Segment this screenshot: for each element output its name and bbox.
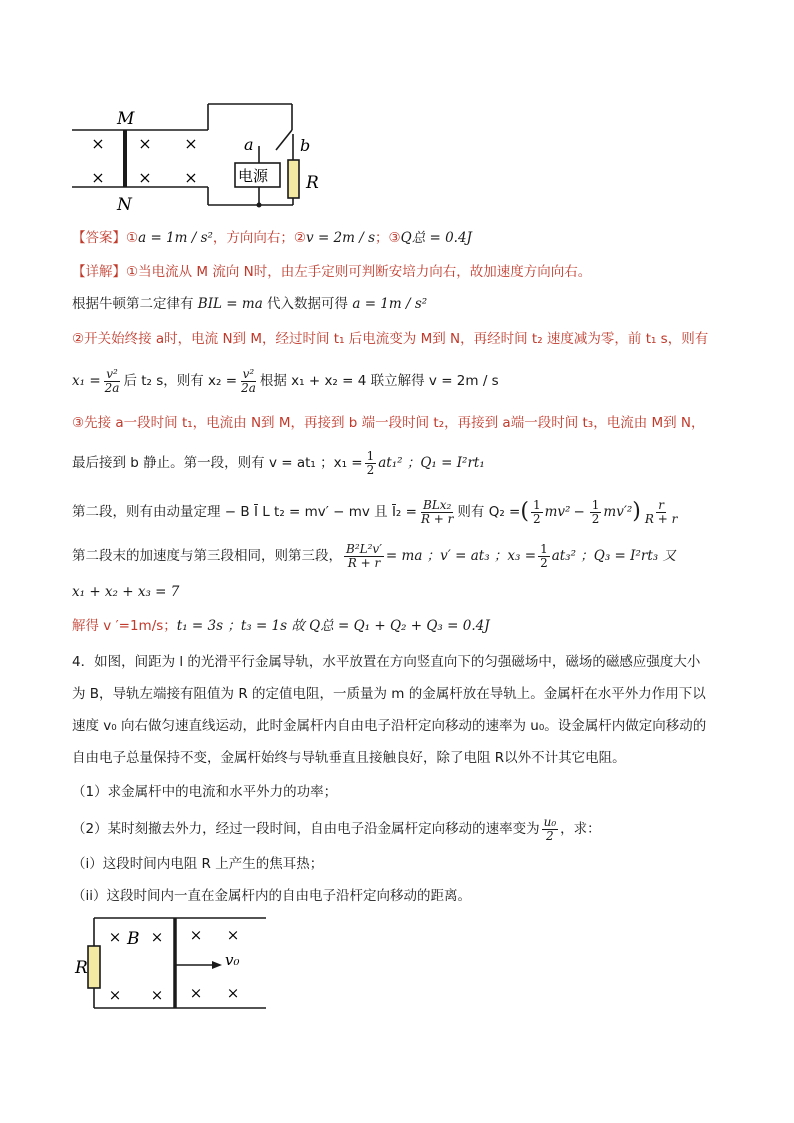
frac-num: 1	[532, 497, 541, 512]
power-source-label: 电源	[238, 167, 269, 185]
q4-sub-1-text: （1）求金属杆中的电流和水平外力的功率；	[72, 784, 338, 800]
detail-text-7a: 第二段，则有由动量定理 − B Ī L t₂ = mv′ − mv 且 Ī₂ =	[72, 504, 417, 520]
detail-text-3: ②开关始终接 a时，电流 N到 M，经过时间 t₁ 后电流变为 M到 N，再经时间 t₂ 速度减为零，前 t₁ s，则有	[72, 331, 709, 347]
q4-sub-ii	[72, 886, 471, 906]
detail-text-5: ③先接 a一段时间 t₁，电流由 N到 M，再接到 b 端一段时间 t₂，再接到 a端一段时间 t₃，电流由 M到 N，	[72, 415, 705, 431]
q4-sub-1	[72, 782, 337, 802]
mv-prime2: mv′²	[603, 504, 633, 520]
q4-sub-i-text: （i）这段时间内电阻 R 上产生的焦耳热；	[72, 856, 324, 872]
rail-figure-2	[72, 912, 272, 1016]
detail-text-1: ①当电流从 M 流向 N时，由左手定则可判断安培力向右，故加速度方向向右。	[126, 264, 592, 280]
field-cross: ×	[184, 134, 198, 153]
fraction-v2-2a	[239, 368, 258, 395]
answer-v: v = 2m / s	[306, 230, 376, 246]
solution-rest: t₁ = 3s ；t₃ = 1s 故 Q总 = Q₁ + Q₂ + Q₃ = 0.4J	[176, 618, 490, 634]
fraction-r	[643, 499, 679, 526]
frac-num: BLx₂	[423, 497, 452, 512]
detail-line-1	[72, 262, 591, 282]
detail-line-5	[72, 413, 705, 433]
fraction-half	[538, 543, 550, 570]
q4-text-2: 为 B，导轨左端接有阻值为 R 的定值电阻，一质量为 m 的金属杆放在导轨上。金属杆在水平外力作用下以	[72, 686, 706, 702]
circuit-figure-1	[60, 100, 360, 220]
frac-num: u₀	[543, 814, 557, 829]
detail-text-8a: 第二段末的加速度与第三段相同，则第三段，	[72, 548, 342, 564]
frac-num: 1	[366, 448, 375, 463]
frac-den: R + r	[347, 555, 381, 570]
fraction-half	[590, 499, 602, 526]
field-cross: ×	[150, 986, 164, 1004]
fraction-u0-2	[542, 816, 559, 843]
x1-eq: x₁ =	[72, 373, 101, 389]
detail-line-7	[72, 492, 681, 532]
frac-num: 1	[591, 497, 600, 512]
label-R: R	[75, 958, 88, 978]
label-M: M	[117, 109, 135, 129]
field-cross: ×	[184, 168, 198, 187]
q4-text-1: 4．如图，间距为 l 的光滑平行金属导轨，水平放置在方向竖直向下的匀强磁场中，磁场的磁感应强度大小	[72, 654, 701, 670]
paren-close: )	[632, 499, 641, 524]
frac-den: 2	[591, 511, 600, 526]
frac-den: R + r	[644, 511, 678, 526]
detail-line-8	[72, 536, 676, 576]
accel-value: a = 1m / s²	[352, 296, 428, 312]
frac-den: 2	[546, 828, 554, 843]
detail-tag: 【详解】	[72, 264, 126, 280]
field-cross: ×	[226, 926, 240, 944]
frac-den: R + r	[420, 511, 454, 526]
velocity-arrowhead	[212, 961, 222, 969]
detail-line-10	[72, 616, 490, 636]
sum-eq: x₁ + x₂ + x₃ = 7	[72, 584, 180, 600]
detail-text-6a: 最后接到 b 静止。第一段，则有 v = at₁ ；x₁ =	[72, 455, 363, 471]
answer-q: Q总 = 0.4J	[400, 230, 472, 246]
label-B: B	[127, 929, 140, 949]
mv2: mv²	[544, 504, 571, 520]
q4-sub-ii-text: （ii）这段时间内一直在金属杆内的自由电子沿杆定向移动的距离。	[72, 888, 472, 904]
frac-num: r	[658, 497, 664, 512]
newton-eq: BIL = ma	[197, 296, 263, 312]
field-cross: ×	[91, 134, 105, 153]
detail-text-7b: 则有 Q₂ =	[457, 504, 521, 520]
solution-v: 解得 v ′=1m/s；	[72, 618, 177, 634]
detail-text-4mid: 后 t₂ s，则有 x₂ =	[123, 373, 238, 389]
detail-line-2	[72, 294, 427, 314]
detail-line-4	[72, 364, 499, 398]
q4-line-1	[72, 652, 700, 672]
answer-part-1: ①	[126, 230, 139, 246]
frac-den: 2	[532, 511, 541, 526]
label-a: a	[244, 135, 254, 154]
detail-text-6b: at₁² ；Q₁ = I²rt₁	[378, 455, 485, 471]
frac-den: 2a	[241, 380, 256, 395]
answer-a: a = 1m / s²	[138, 230, 213, 246]
label-b: b	[300, 136, 311, 155]
q4-line-2	[72, 684, 706, 704]
q4-sub-2	[72, 812, 601, 846]
detail-text-2a: 根据牛顿第二定律有	[72, 296, 198, 312]
frac-num: 1	[540, 541, 548, 556]
label-v0: v₀	[225, 951, 240, 969]
frac-den: 2	[540, 555, 548, 570]
fraction-blx2	[419, 499, 455, 526]
field-cross: ×	[150, 928, 164, 946]
field-cross: ×	[138, 168, 152, 187]
q4-sub-2-end: ，求：	[560, 821, 601, 837]
field-cross: ×	[189, 984, 203, 1002]
frac-den: 2	[366, 462, 375, 477]
field-cross: ×	[91, 168, 105, 187]
q4-text-4: 自由电子总量保持不变，金属杆始终与导轨垂直且接触良好，除了电阻 R以外不计其它电阻。	[72, 750, 626, 766]
fraction-v2-2a	[103, 368, 122, 395]
junction-dot	[257, 203, 262, 208]
fraction-half	[531, 499, 543, 526]
field-cross: ×	[108, 986, 122, 1004]
answer-sep: ；	[375, 230, 389, 246]
detail-text-8c: at₃² ；Q₃ = I²rt₃ 又	[551, 548, 676, 564]
detail-line-6	[72, 446, 485, 480]
field-cross: ×	[226, 984, 240, 1002]
fraction-b2l2v	[344, 543, 384, 570]
label-R: R	[306, 173, 319, 193]
answer-part-2: ②	[293, 230, 307, 246]
answer-part-3: ③	[388, 230, 401, 246]
frac-den: 2a	[104, 380, 120, 395]
frac-num: v²	[106, 366, 118, 381]
frac-num: B²L²v′	[346, 541, 382, 556]
paren-open: (	[520, 499, 529, 524]
field-cross: ×	[108, 928, 122, 946]
frac-num: v²	[242, 366, 255, 381]
detail-line-9	[72, 582, 179, 602]
q4-line-4	[72, 748, 626, 768]
detail-line-3	[72, 329, 708, 349]
answer-tag: 【答案】	[72, 230, 126, 246]
answer-line	[72, 228, 472, 248]
detail-text-4end: 根据 x₁ + x₂ = 4 联立解得 v = 2m / s	[259, 373, 499, 389]
q4-text-3: 速度 v₀ 向右做匀速直线运动，此时金属杆内自由电子沿杆定向移动的速率为 u₀。设金属杆内做定向移动的	[72, 718, 707, 734]
field-cross: ×	[138, 134, 152, 153]
field-cross: ×	[189, 926, 203, 944]
q4-sub-2-text: （2）某时刻撤去外力，经过一段时间，自由电子沿金属杆定向移动的速率变为	[72, 821, 540, 837]
detail-text-2c: 代入数据可得	[262, 296, 353, 312]
q4-sub-i	[72, 854, 323, 874]
label-N: N	[117, 195, 132, 215]
answer-direction: ，方向向右；	[212, 230, 294, 246]
minus-sign: −	[573, 504, 585, 520]
fraction-half	[365, 450, 377, 477]
detail-text-8b: = ma ；v′ = at₃ ；x₃ =	[385, 548, 537, 564]
q4-line-3	[72, 716, 706, 736]
